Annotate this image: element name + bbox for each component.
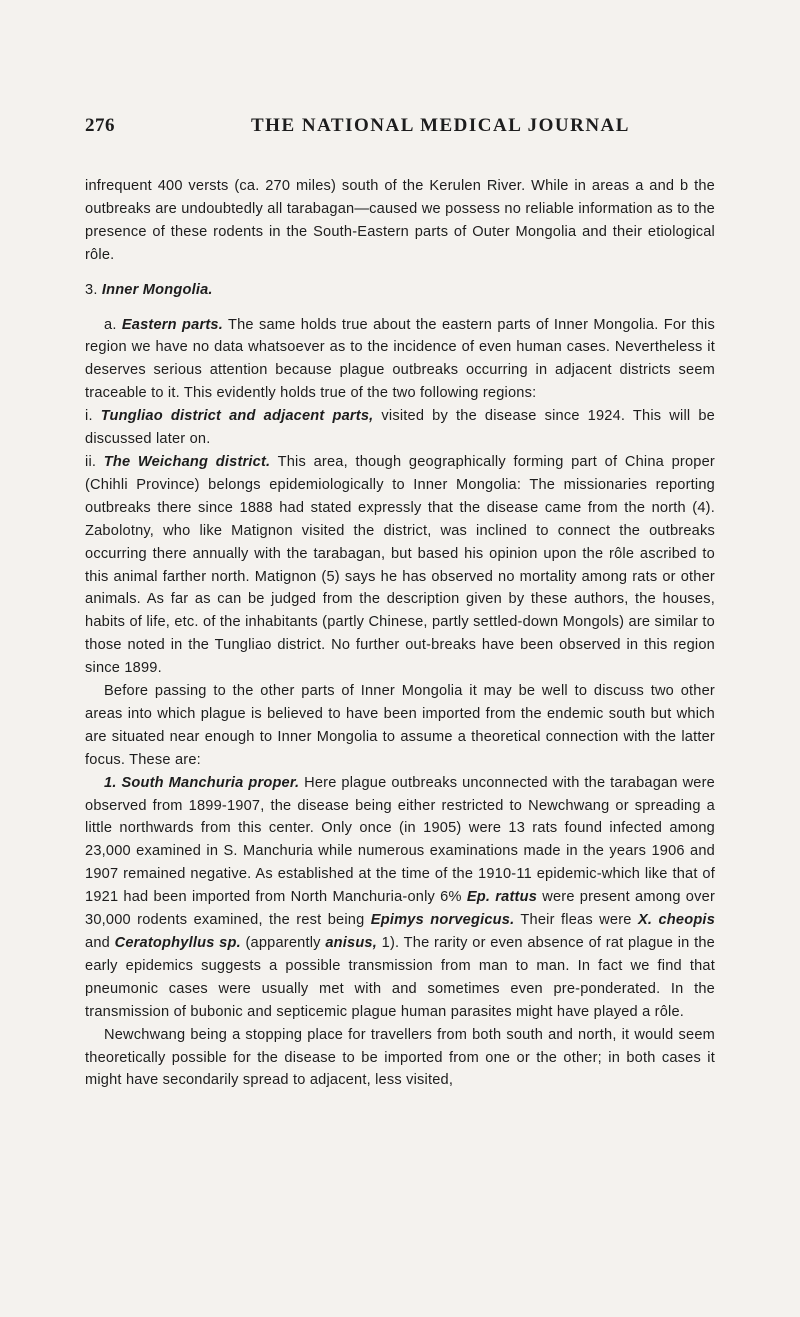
italic-text: Inner Mongolia. — [101, 281, 213, 298]
text-run: Here plague outbreaks unconnected with the tarabagan were observed from 1899-1907, the disease being either restricted to Newchwang or spreading a little northwards from this center. Only once (in 1905) were 13 rats found infected among 23,000 examined in S. Manchuria while numerous examinations made in the years 1906 and 1907 remained negative. As established at the time of the 1910-11 epidemic-which like that of 1921 had been imported from North Manchuria-only 6% — [85, 774, 716, 906]
text-run: Their fleas were — [514, 912, 638, 929]
page-header — [85, 115, 715, 137]
text-run: i. — [85, 408, 101, 425]
italic-text: Tungliao district and adjacent parts, — [100, 408, 374, 425]
section-heading — [85, 279, 715, 302]
text-run: This area, though geographically forming part of China proper (Chihli Province) belongs epidemiologically to Inner Mongolia: The missionaries reporting outbreaks there since 1888 had stated expressly that the disease came from the north (4). Zabolotny, who like Matignon visited the district, was inclined to connect the outbreaks occurring there annually with the tarabagan, but based his opinion upon the rôle ascribed to this animal farther north. Matignon (5) says he has observed no mortality among rats or other animals. As far as can be judged from the description given by these authors, the houses, habits of life, etc. of the inhabitants (partly Chinese, partly settled-down Mongols) are similar to those noted in the Tungliao district. No further out-breaks have been observed in this region since 1899. — [85, 453, 715, 677]
italic-text: Eastern parts. — [121, 316, 223, 333]
text-run: 1). The rarity or even absence of rat plague in the early epidemics suggests a possible transmission from man to man. In fact we find that pneumonic cases were usually met with and sometimes even pre-ponderated. In the transmission of bubonic and septicemic plague human parasites might have played a rôle. — [85, 935, 715, 1020]
paragraph — [85, 680, 715, 772]
page-number: 276 — [85, 115, 115, 136]
paragraph — [85, 314, 715, 406]
text-run: Newchwang being a stopping place for travellers from both south and north, it would seem theoretically possible for the disease to be imported from one or the other; in both cases it might have secondarily spread to adjacent, less visited, — [85, 1026, 715, 1089]
italic-text: 1. South Manchuria proper. — [104, 774, 300, 791]
italic-text: anisus, — [325, 935, 377, 951]
italic-text: Epimys norvegicus. — [370, 912, 515, 929]
paragraph — [85, 175, 715, 267]
paragraph — [85, 1024, 715, 1093]
italic-text: Ep. rattus — [466, 889, 538, 906]
italic-text: Ceratophyllus sp. — [114, 935, 241, 951]
text-run: The same holds true about the eastern parts of Inner Mongolia. For this region we have no data whatsoever as to the incidence of even human cases. Nevertheless it deserves serious attention because plague outbreaks occurring in adjacent districts seem traceable to it. This evidently holds true of the two following regions: — [85, 316, 715, 402]
text-run: Before passing to the other parts of Inner Mongolia it may be well to discuss two other areas into which plague is believed to have been imported from the endemic south but which are situated near enough to Inner Mongolia to assume a theoretical connection with the latter focus. These are: — [85, 683, 715, 768]
body-text — [85, 175, 715, 1092]
text-run: 3. — [85, 281, 102, 298]
paragraph — [85, 451, 715, 680]
text-run: a. — [104, 316, 122, 333]
running-title: THE NATIONAL MEDICAL JOURNAL — [251, 115, 630, 136]
text-run: ii. — [85, 453, 104, 470]
text-run: were present among over 30,000 rodents examined, the rest being — [85, 889, 716, 929]
italic-text: X. cheopis — [637, 912, 716, 929]
italic-text: The Weichang district. — [103, 453, 271, 470]
text-run: (apparently — [240, 935, 326, 951]
paragraph — [85, 405, 715, 451]
paragraph — [85, 772, 715, 1024]
text-run: infrequent 400 versts (ca. 270 miles) south of the Kerulen River. While in areas a and b the outbreaks are undoubtedly all tarabagan—caused we possess no reliable information as to the presence of these rodents in the South-Eastern parts of Outer Mongolia and their etiological rôle. — [85, 178, 715, 263]
text-run: visited by the disease since 1924. This will be discussed later on. — [85, 408, 715, 448]
text-run: and — [85, 935, 115, 951]
